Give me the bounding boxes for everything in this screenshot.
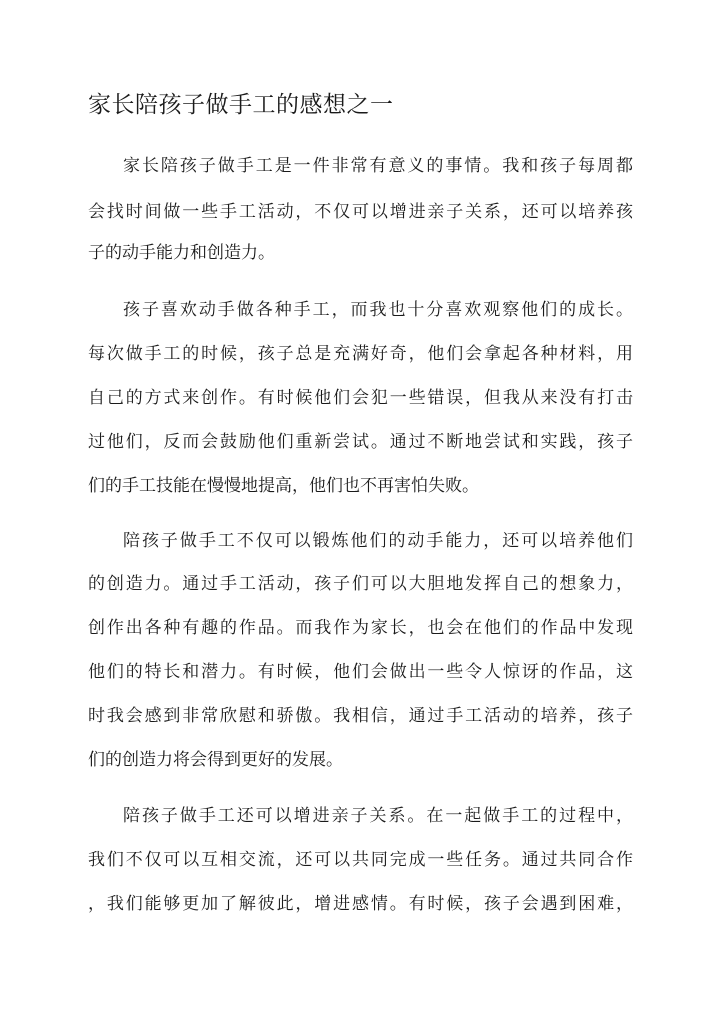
document-title: 家长陪孩子做手工的感想之一 [88,92,394,118]
paragraph-line: 创作出各种有趣的作品。而我作为家长，也会在他们的作品中发现 [88,618,633,638]
paragraph-line: 他们的特长和潜力。有时候，他们会做出一些令人惊讶的作品，这 [88,662,633,682]
paragraph-line: ，我们能够更加了解彼此，增进感情。有时候，孩子会遇到困难， [88,894,633,914]
paragraph-line: 们的手工技能在慢慢地提高，他们也不再害怕失败。 [88,476,479,496]
paragraph-line: 自己的方式来创作。有时候他们会犯一些错误，但我从来没有打击 [88,388,633,408]
paragraph-line: 每次做手工的时候，孩子总是充满好奇，他们会拿起各种材料，用 [88,344,633,364]
paragraph-line: 孩子喜欢动手做各种手工，而我也十分喜欢观察他们的成长。 [123,300,633,320]
paragraph-line: 陪孩子做手工不仅可以锻炼他们的动手能力，还可以培养他们 [123,531,633,551]
paragraph-line: 家长陪孩子做手工是一件非常有意义的事情。我和孩子每周都 [123,156,633,176]
paragraph-line: 陪孩子做手工还可以增进亲子关系。在一起做手工的过程中， [123,806,633,826]
paragraph-line: 时我会感到非常欣慰和骄傲。我相信，通过手工活动的培养，孩子 [88,706,633,726]
paragraph-line: 的创造力。通过手工活动，孩子们可以大胆地发挥自己的想象力， [88,574,633,594]
paragraph-line: 过他们，反而会鼓励他们重新尝试。通过不断地尝试和实践，孩子 [88,432,633,452]
paragraph-line: 我们不仅可以互相交流，还可以共同完成一些任务。通过共同合作 [88,850,633,870]
paragraph-line: 们的创造力将会得到更好的发展。 [88,750,343,770]
paragraph-line: 子的动手能力和创造力。 [88,243,275,263]
paragraph-line: 会找时间做一些手工活动，不仅可以增进亲子关系，还可以培养孩 [88,202,633,222]
